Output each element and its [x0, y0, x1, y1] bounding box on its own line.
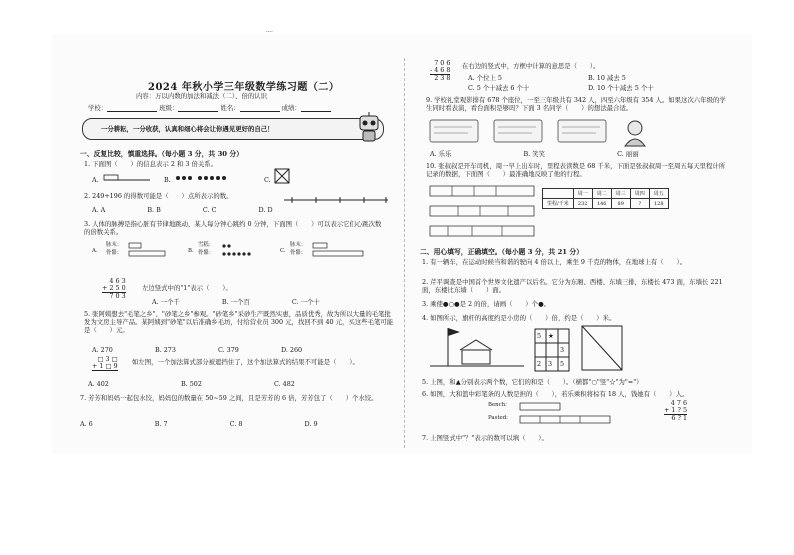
- robot-icon: [352, 112, 386, 144]
- score-blank[interactable]: [301, 105, 331, 112]
- question-10: 10. 张叔叔是开车司机，周一早上出车时，里程表读数是 68 千米，下面是张叔叔周一至周五每天里程计所记录的数据，下面图（ ）最准确地反映了他的行程。: [426, 162, 726, 178]
- grid-cell: 3: [548, 360, 553, 368]
- q6-option-a[interactable]: A. 402: [88, 380, 109, 388]
- q1-option-a[interactable]: A.: [92, 176, 99, 184]
- q4-vertical-calc: [102, 278, 126, 300]
- grid-cell: 2: [537, 360, 542, 368]
- q6-vertical-calc: [92, 356, 118, 371]
- q7-option-b[interactable]: B. 7: [154, 420, 168, 428]
- q3-option-c[interactable]: C.: [280, 248, 286, 254]
- worksheet: [52, 28, 752, 454]
- grid-cell: 3: [560, 346, 565, 354]
- q5-option-a[interactable]: A. 270: [92, 346, 113, 354]
- column-divider: [404, 58, 405, 448]
- q7-option-a[interactable]: A. 6: [80, 420, 93, 428]
- f7-row-2: + 1 ? 5: [664, 406, 688, 414]
- q2-options: [92, 206, 313, 214]
- motto-text: 一分耕耘，一分收获，认真和细心将会让你遇见更好的自己！: [101, 125, 274, 133]
- q3-option-a[interactable]: A.: [92, 248, 98, 254]
- score-label: 成绩：: [281, 104, 301, 112]
- q4-row-3: 7 0 3: [109, 292, 126, 300]
- q5-option-d[interactable]: D. 260: [280, 346, 303, 354]
- q1-option-c[interactable]: C.: [264, 176, 271, 184]
- q5-options: [92, 346, 342, 354]
- fill-question-4: 4. 如图所示，旗杆的高度约是小房的（ ）倍，约是（ ）米。: [422, 314, 616, 322]
- question-8: 在右边的竖式中，方框中计算的意思是（ ）。: [462, 62, 600, 70]
- mileage-table: [542, 188, 669, 209]
- q6-options: [88, 380, 335, 388]
- q9-option-c[interactable]: C. 丽丽: [617, 150, 639, 158]
- q7-option-d[interactable]: D. 9: [304, 420, 318, 428]
- mileage-value: 232: [573, 199, 592, 209]
- q2-option-d[interactable]: D. D: [258, 206, 273, 214]
- class-label: 班级：: [159, 104, 179, 112]
- mileage-value: 146: [592, 199, 611, 209]
- q2-option-b[interactable]: B. B: [147, 206, 161, 214]
- header-marks: ....: [266, 28, 273, 34]
- name-label: 姓名：: [220, 104, 240, 112]
- q3-label-b2: 骨骼：: [198, 250, 215, 256]
- q4-option-a[interactable]: A. 一个千: [152, 298, 180, 306]
- q3-label-b1: 雪糕：: [198, 242, 215, 248]
- q8-row-2: - 4 6 8: [430, 66, 451, 74]
- question-6: 如左图，一个加法算式部分被遮挡住了，这个加法算式的结果不可能是（ ）。: [132, 358, 359, 366]
- scope-line: 内容：万以内数的加法和减法（二）、倍的认识: [136, 92, 268, 100]
- f7-row-3: 6 ? 1: [671, 414, 688, 422]
- girl-avatar-icon: [620, 118, 650, 148]
- mileage-header: 周二: [592, 189, 611, 199]
- q9-option-b[interactable]: B. 笑笑: [523, 150, 546, 158]
- q6-option-c[interactable]: C. 482: [273, 380, 295, 388]
- mileage-header: 周四: [630, 189, 649, 199]
- q6-row-1: □ 3 □: [97, 355, 118, 363]
- fill-question-7: 7. 上图竖式中"？"表示的数可以填（ ）。: [422, 434, 548, 442]
- q4-option-c[interactable]: C. 一个十: [291, 298, 320, 306]
- mileage-header: 周三: [611, 189, 630, 199]
- fill-question-6: 6. 如图，大和篮中彩笔条的人数是担的（ ），若乐乘积将棕有 18 人，钱她有（ ）人。: [422, 390, 689, 398]
- q4-option-b[interactable]: B. 一个百: [221, 298, 250, 306]
- q3-option-b[interactable]: B.: [188, 248, 194, 254]
- q3-bars-c: [312, 242, 372, 258]
- q7-options: [80, 420, 358, 428]
- q3-label-c2: 骨骼：: [290, 250, 307, 256]
- page-title: 2024 年秋小学三年级数学练习题（二）: [148, 82, 340, 93]
- grid-cell: ★: [548, 332, 554, 340]
- grid-cell: 5: [560, 360, 565, 368]
- q8-option-c[interactable]: C. 5 个十减去 6 个十: [468, 84, 530, 92]
- q7-option-c[interactable]: C. 8: [229, 420, 243, 428]
- q8-option-d[interactable]: D. 10 个十减去 5 个十: [588, 84, 654, 92]
- q3-dots-b: [220, 242, 260, 258]
- bracket-figure: [578, 324, 628, 372]
- q4-options: [152, 298, 360, 306]
- q6-row-2: + 1 □ 9: [92, 362, 118, 370]
- question-5: 5. 张阿姨想去"毛笔之乡"、"砂笔之乡"参观。"砂笔乡"采砂生产既然实惠，品质优秀，故为所以大量的毛笔批发为文房主导产品。某阿姨到"砂笔"以后准确乡毛坊，付给营业员 300 元，找回不到 40 元，买这些毛笔可能是（ ）元。: [84, 310, 394, 334]
- question-9: 9. 学校礼堂观影排有 678 个座位，一至三年级共有 342 人，四至六年级有 354 人。如果这次六年级的学生同时看表演，看台面积是够吗？下面 3 名同学（ ）的想法最合适。: [426, 96, 726, 112]
- question-4: 左边竖式中的"1"表示（ ）。: [142, 284, 232, 292]
- fill-question-5: 5. 上图，和▲分别表示两个数，它们的和是（ ）。（横都"○"竖"☆"为"="）: [422, 378, 643, 386]
- class-blank[interactable]: [178, 105, 218, 112]
- q9-thought-bubbles: [428, 118, 618, 146]
- q3-bars-a: [128, 242, 168, 258]
- mileage-value-row: [543, 199, 669, 209]
- q3-label-a1: 脉末：: [106, 242, 123, 248]
- q6-option-b[interactable]: B. 502: [180, 380, 202, 388]
- mileage-value: ?: [630, 199, 649, 209]
- question-2: 2. 249+196 的得数可能是（ ）点所表示的数。: [84, 192, 233, 200]
- question-3: 3. 人体的脉搏是指心脏有节律地跳动，某人每分钟心跳约 0 分钟，下面图（ ）可以表示它们心跳次数的倍数关系。: [84, 220, 382, 236]
- mileage-value: 89: [611, 199, 630, 209]
- mileage-header: 周五: [649, 189, 668, 199]
- q8-option-a[interactable]: A. 个位上 5: [468, 74, 502, 82]
- q2-option-a[interactable]: A. A: [92, 206, 106, 214]
- f7-vertical-calc: [664, 400, 687, 422]
- q4-row-2: + 2 5 0: [102, 284, 126, 292]
- q5-option-b[interactable]: B. 273: [154, 346, 176, 354]
- q10-mileage-lines: [428, 184, 538, 240]
- q8-row-1: 7 0 6: [434, 59, 451, 67]
- q1-figure-c: [274, 168, 290, 184]
- q4-row-1: 4 6 3: [109, 277, 126, 285]
- name-blank[interactable]: [240, 105, 280, 112]
- q8-vertical-calc: [430, 60, 450, 82]
- school-label: 学校：: [88, 104, 108, 112]
- q1-figure-a: [102, 172, 152, 184]
- fill-question-2: 2. 芹平调查是中国首个世界文化遗产以后名。它分为东厢、西楼、东墙三排，东楼长 473 面，东墙长 221 面，东楼比东墙（ ）面。: [422, 278, 723, 294]
- q1-figure-b: [174, 174, 234, 182]
- question-1: 1. 下面图（ ）的信息表示 2 和 3 倍关系。: [84, 160, 218, 168]
- q8-option-b[interactable]: B. 10 减去 5: [588, 74, 626, 82]
- student-fields: [88, 104, 331, 112]
- school-blank[interactable]: [107, 105, 157, 112]
- fill-question-1: 1. 有一辆车，在运动时候当和谐的驶向 4 倍以上，乘坐 9 千克的物体，在地球上有（ ）。: [422, 258, 687, 266]
- mileage-corner: [543, 189, 574, 199]
- grid-cell: 5: [537, 332, 542, 340]
- section-1-heading: 一、反复比较，慎重选择。（每小题 3 分，共 30 分）: [80, 150, 243, 158]
- q5-option-c[interactable]: C. 379: [217, 346, 239, 354]
- q3-label-c1: 脉末：: [290, 242, 307, 248]
- question-7: 7. 芳芳和妈妈一起包水饺，妈妈包的数量在 50~59 之间，且是芳芳的 6 倍，芳芳包了（ ）个水饺。: [80, 394, 378, 402]
- mileage-header-row: [543, 189, 669, 199]
- fill-question-3: 3. 乘使●○●是 2 的倍，请画（ ）个●。: [422, 300, 551, 308]
- f7-row-1: 4 7 6: [670, 399, 688, 407]
- q9-option-a[interactable]: A. 乐乐: [430, 150, 452, 158]
- q6-bar-label-1: Bench:: [488, 402, 507, 408]
- q2-option-c[interactable]: C. C: [202, 206, 217, 214]
- q3-label-a2: 骨骼：: [106, 250, 123, 256]
- flagpole-house-figure: [428, 324, 528, 368]
- q6-bar-label-2: Pasted:: [488, 415, 508, 421]
- q8-row-3: 2 3 8: [434, 74, 451, 82]
- section-2-heading: 二、用心填写，正确填空。（每小题 3 分，共 21 分）: [420, 248, 583, 256]
- q1-option-b[interactable]: B.: [164, 176, 171, 184]
- mileage-value: 128: [649, 199, 668, 209]
- mileage-row-label: 里程/千米: [543, 199, 574, 209]
- q9-options: [430, 150, 679, 158]
- mileage-header: 周一: [573, 189, 592, 199]
- motto-banner: [82, 118, 384, 140]
